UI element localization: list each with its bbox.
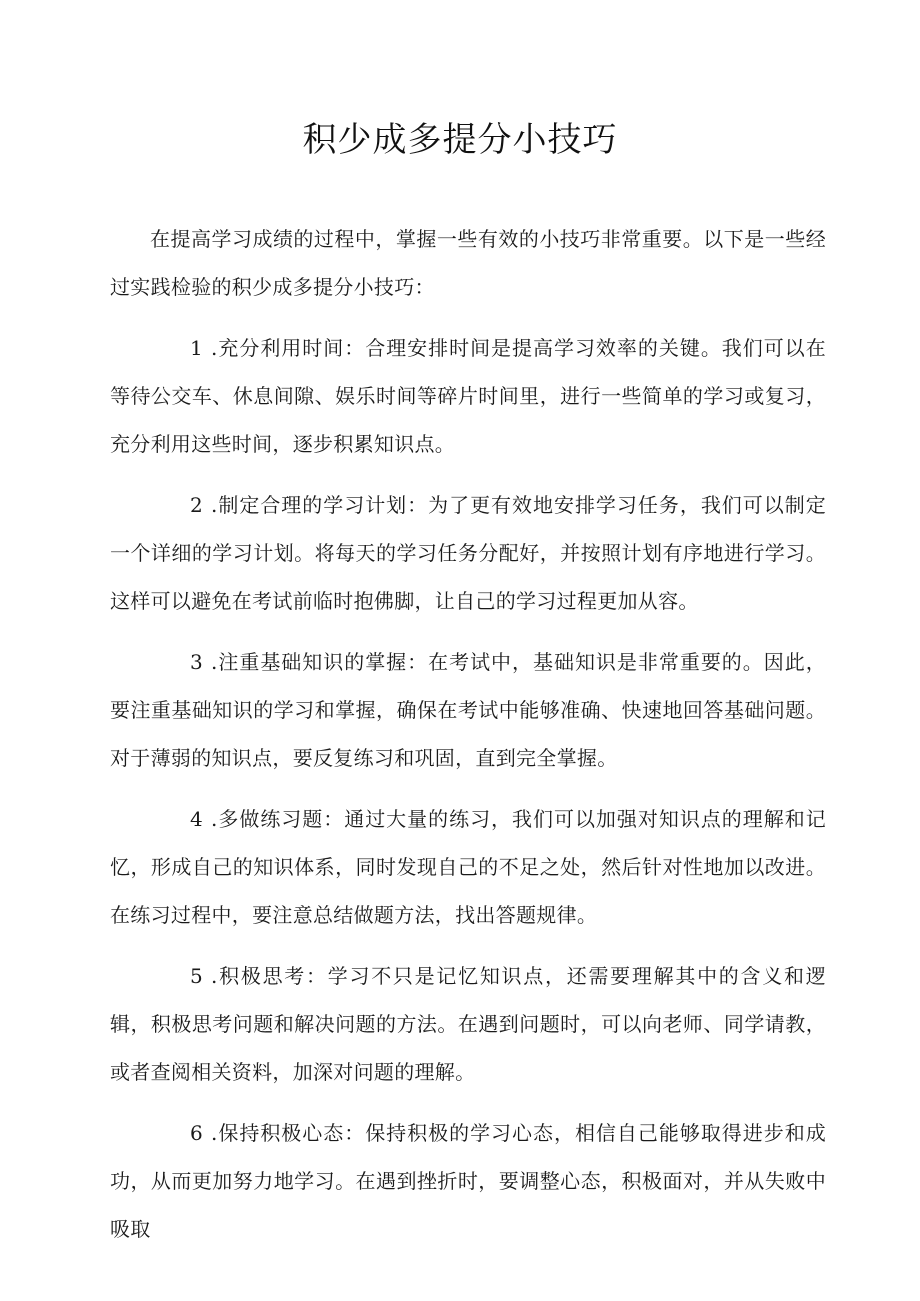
document-body xyxy=(110,215,826,1266)
tip-paragraph-3 xyxy=(110,638,826,782)
tip-number: 1 xyxy=(190,336,204,360)
tip-text: .注重基础知识的掌握：在考试中，基础知识是非常重要的。因此，要注重基础知识的学习和掌握，确保在考试中能够准确、快速地回答基础问题。对于薄弱的知识点，要反复练习和巩固，直到完全掌握。 xyxy=(110,650,826,770)
tip-text: .多做练习题：通过大量的练习，我们可以加强对知识点的理解和记忆，形成自己的知识体系，同时发现自己的不足之处，然后针对性地加以改进。在练习过程中，要注意总结做题方法，找出答题规律。 xyxy=(110,807,826,927)
tip-text: .保持积极心态：保持积极的学习心态，相信自己能够取得进步和成功，从而更加努力地学习。在遇到挫折时，要调整心态，积极面对，并从失败中吸取 xyxy=(110,1121,826,1241)
tip-number: 5 xyxy=(190,964,204,988)
tip-text: .制定合理的学习计划：为了更有效地安排学习任务，我们可以制定一个详细的学习计划。将每天的学习任务分配好，并按照计划有序地进行学习。这样可以避免在考试前临时抱佛脚，让自己的学习过程更加从容。 xyxy=(110,493,826,613)
tip-paragraph-2 xyxy=(110,481,826,625)
intro-paragraph: 在提高学习成绩的过程中，掌握一些有效的小技巧非常重要。以下是一些经过实践检验的积少成多提分小技巧： xyxy=(110,227,826,299)
tip-paragraph-4 xyxy=(110,795,826,939)
tip-paragraph-6 xyxy=(110,1109,826,1253)
tip-text: .积极思考：学习不只是记忆知识点，还需要理解其中的含义和逻辑，积极思考问题和解决问题的方法。在遇到问题时，可以向老师、同学请教，或者查阅相关资料，加深对问题的理解。 xyxy=(110,964,826,1084)
tip-paragraph-1 xyxy=(110,324,826,468)
tip-paragraph-5 xyxy=(110,952,826,1096)
tip-number: 3 xyxy=(190,650,204,674)
page-title: 积少成多提分小技巧 xyxy=(302,120,618,160)
tip-number: 2 xyxy=(190,493,204,517)
tip-number: 6 xyxy=(190,1121,204,1145)
tip-number: 4 xyxy=(190,807,204,831)
tip-text: .充分利用时间：合理安排时间是提高学习效率的关键。我们可以在等待公交车、休息间隙、娱乐时间等碎片时间里，进行一些简单的学习或复习，充分利用这些时间，逐步积累知识点。 xyxy=(110,336,826,456)
